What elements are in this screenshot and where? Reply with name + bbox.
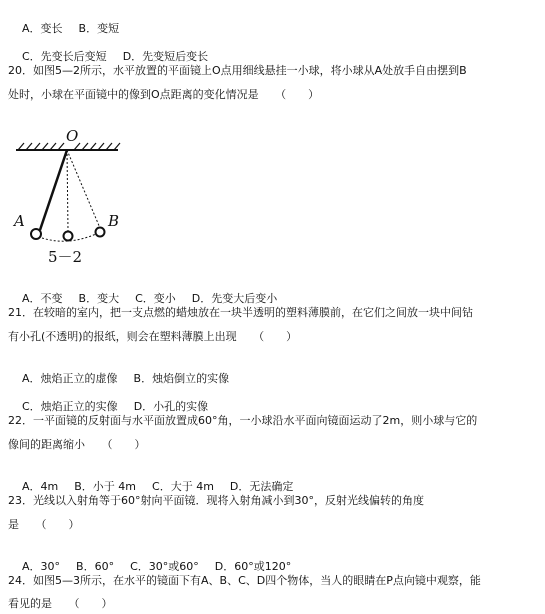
q22-text-line1: 22．一平面镜的反射面与水平面放置成60°角，一小球沿水平面向镜面运动了2m，则小球与它的: [8, 414, 478, 427]
label-o: O: [66, 127, 79, 145]
ball-b: [96, 228, 105, 237]
q21-option-c: C．烛焰正立的实像: [22, 400, 118, 413]
q23-option-b: B．60°: [76, 560, 115, 573]
q22-option-a: A．4m: [22, 480, 59, 493]
q23-option-a: A．30°: [22, 560, 61, 573]
ball-a: [31, 229, 41, 239]
q24-text-line1: 24．如图5—3所示，在水平的镜面下有A、B、C、D四个物体，当人的眼睛在P点向镜中观察，能: [8, 574, 481, 587]
string-to-b: [67, 150, 100, 228]
ball-center: [64, 232, 73, 241]
q23-text-line1: 23．光线以入射角等于60°射向平面镜．现将入射角减小到30°，反射光线偏转的角度: [8, 494, 424, 507]
q19-option-a: A．变长: [22, 22, 63, 35]
q23-option-d: D．60°或120°: [214, 560, 292, 573]
q22-option-d: D．无法确定: [229, 480, 294, 493]
q20-option-b: B．变大: [78, 292, 120, 305]
q19-option-b: B．变短: [78, 22, 120, 35]
q20-option-c: C．变小: [135, 292, 176, 305]
q22-option-b: B．小于 4m: [74, 480, 137, 493]
q22-option-c: C．大于 4m: [152, 480, 214, 493]
q19-option-c: C．先变长后变短: [22, 50, 107, 63]
q20-option-d: D．先变大后变小: [191, 292, 278, 305]
q22-text-line2: 像间的距离缩小 （ ）: [8, 438, 146, 451]
string-to-center: [67, 150, 68, 231]
label-b: B: [108, 212, 120, 230]
q23-option-c: C．30°或60°: [130, 560, 199, 573]
q21-text-line2: 有小孔(不透明)的报纸，则会在塑料薄膜上出现 （ ）: [8, 330, 298, 343]
q20-text-line2: 处时，小球在平面镜中的像到O点距离的变化情况是 （ ）: [8, 88, 320, 101]
label-a: A: [14, 212, 25, 230]
q21-text-line1: 21．在较暗的室内，把一支点燃的蜡烛放在一块半透明的塑料薄膜前，在它们之间放一块中间钻: [8, 306, 473, 319]
q23-text-line2: 是 （ ）: [8, 518, 80, 531]
q20-option-a: A．不变: [22, 292, 63, 305]
q24-text-line2: 看见的是 （ ）: [8, 597, 113, 610]
q21-option-d: D．小孔的实像: [133, 400, 209, 413]
q21-option-b: B．烛焰倒立的实像: [133, 372, 230, 385]
figure-caption: 5－2: [48, 248, 83, 266]
q19-option-d: D．先变短后变长: [122, 50, 209, 63]
pendulum-diagram: [8, 122, 148, 272]
string-to-a: [40, 150, 67, 230]
figure-5-2: [8, 122, 148, 272]
q21-option-a: A．烛焰正立的虚像: [22, 372, 118, 385]
q20-text-line1: 20．如图5—2所示，水平放置的平面镜上O点用细线悬挂一小球，将小球从A处放手自由摆到B: [8, 64, 467, 77]
